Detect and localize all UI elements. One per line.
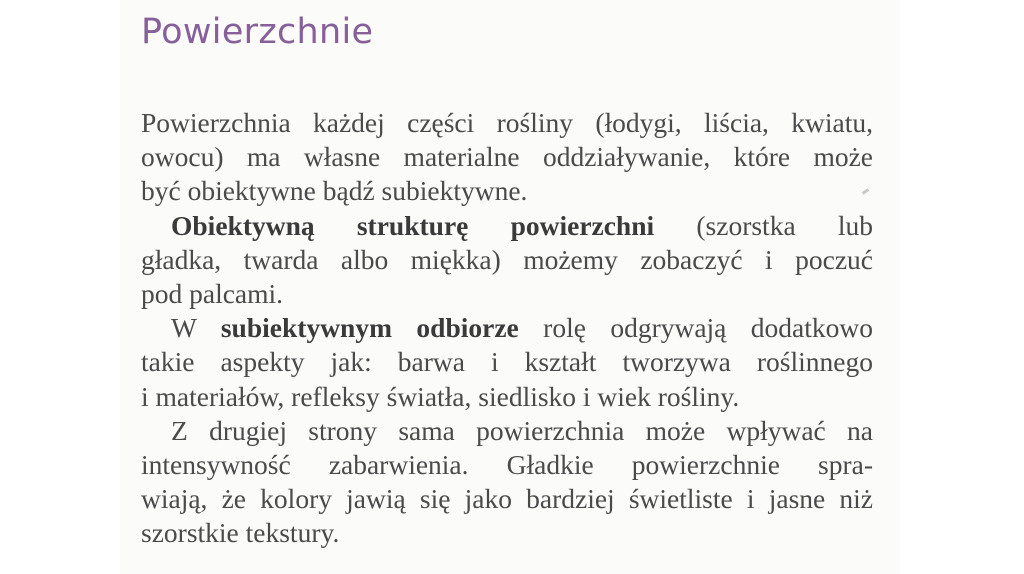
paragraph-4-line-3: wiają, że kolory jawią się jako bardziej świetliste i jasne niż	[141, 483, 873, 515]
section-heading: Powierzchnie	[141, 12, 374, 52]
paragraph-3-line-1-rest: rolę odgrywają dodatkowo	[518, 312, 873, 344]
paragraph-2-line-3: pod palcami.	[141, 278, 284, 310]
paragraph-4-line-1: Z drugiej strony sama powierzchnia może wpływać na	[171, 414, 873, 446]
paragraph-1-line-2: owocu) ma własne materialne oddziaływanie, które może	[141, 141, 873, 173]
paragraph-2-line-1-rest: (szorstka lub	[654, 209, 873, 241]
paragraph-4-line-4: szorstkie tekstury.	[141, 517, 340, 549]
body-text	[141, 106, 873, 551]
bold-term-objective-structure: Obiektywną strukturę powierzchni	[171, 209, 655, 241]
paragraph-2-line-2: gładka, twarda albo miękka) możemy zobaczyć i poczuć	[141, 243, 873, 275]
paragraph-4-line-2: intensywność zabarwienia. Gładkie powierzchnie spra-	[141, 449, 873, 481]
bold-term-subjective-perception: subiektywnym odbiorze	[220, 312, 519, 344]
paragraph-3-line-1	[141, 311, 873, 345]
paragraph-1-line-1: Powierzchnia każdej części rośliny (łodygi, liścia, kwiatu,	[141, 107, 873, 138]
paragraph-3-line-2: takie aspekty jak: barwa i kształt tworzywa roślinnego	[141, 346, 873, 378]
paragraph-2-line-1	[141, 209, 873, 243]
paragraph-3-line-3: i materiałów, refleksy światła, siedlisko i wiek rośliny.	[141, 380, 740, 412]
paragraph-3-line-1-pre: W	[171, 312, 221, 344]
paragraph-1-line-3: być obiektywne bądź subiektywne.	[141, 175, 528, 207]
